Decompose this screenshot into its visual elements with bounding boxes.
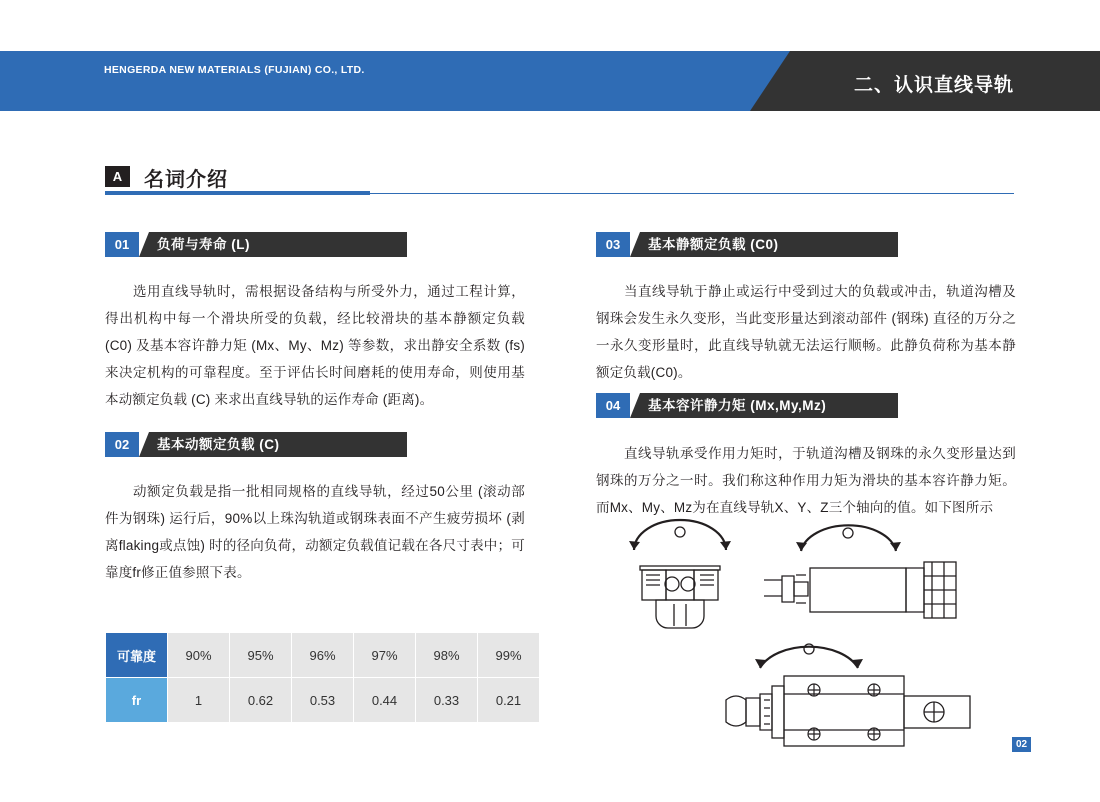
- table-cell: 96%: [292, 633, 354, 678]
- table-cell: 90%: [168, 633, 230, 678]
- heading-number-01: 01: [105, 232, 139, 257]
- heading-text-04: 基本容许静力矩 (Mx,My,Mz): [648, 398, 827, 413]
- page-number: 02: [1012, 737, 1031, 752]
- company-name: HENGERDA NEW MATERIALS (FUJIAN) CO., LTD.: [104, 64, 365, 76]
- heading-block-03: [596, 232, 898, 257]
- heading-text-03: 基本静额定负载 (C0): [648, 237, 779, 252]
- chapter-title: 二、认识直线导轨: [853, 75, 1014, 96]
- table-cell: 0.44: [354, 678, 416, 723]
- paragraph-04: 直线导轨承受作用力矩时，于轨道沟槽及钢珠的永久变形量达到钢珠的万分之一时。我们称这种作用力矩为滑块的基本容许静力矩。而Mx、My、Mz为在直线导轨X、Y、Z三个轴向的值。如下图所示: [596, 446, 1016, 515]
- paragraph-02: 动额定负载是指一批相同规格的直线导轨，经过50公里 (滚动部件为钢珠) 运行后，90%以上珠沟轨道或钢珠表面不产生疲劳损坏 (剥离flaking或点蚀) 时的径向负荷，动额定负载值记载在各尺寸表中；可靠度fr修正值参照下表。: [105, 484, 525, 580]
- table-cell: 0.53: [292, 678, 354, 723]
- section-title: 名词介绍: [144, 169, 228, 191]
- heading-text-02: 基本动额定负载 (C): [157, 437, 280, 452]
- section-rule-thin: [370, 193, 1014, 194]
- section-rule-thick: [105, 191, 370, 195]
- paragraph-01: 选用直线导轨时，需根据设备结构与所受外力，通过工程计算，得出机构中每一个滑块所受的负载，经比较滑块的基本静额定负载 (C0) 及基本容许静力矩 (Mx、My、Mz) 等参数，求出静安全系数 (fs) 来决定机构的可靠程度。至于评估长时间磨耗的使用寿命，则使用基本动额定负载 (C) 来求出直线导轨的运作寿命 (距离)。: [105, 284, 525, 407]
- table-cell: 99%: [478, 633, 540, 678]
- table-cell: 95%: [230, 633, 292, 678]
- table-cell: 可靠度: [106, 633, 168, 678]
- header-blue-band: [0, 51, 790, 111]
- table-row: [106, 633, 540, 678]
- table-cell: 97%: [354, 633, 416, 678]
- table-cell: 1: [168, 678, 230, 723]
- section-badge: A: [105, 166, 130, 187]
- heading-block-04: [596, 393, 898, 418]
- table-row: [106, 678, 540, 723]
- heading-block-02: [105, 432, 407, 457]
- table-cell: 98%: [416, 633, 478, 678]
- heading-number-04: 04: [596, 393, 630, 418]
- heading-number-02: 02: [105, 432, 139, 457]
- moment-diagram-svg: [596, 518, 1016, 753]
- table-cell: 0.21: [478, 678, 540, 723]
- reliability-table: [105, 632, 540, 723]
- table-cell: 0.33: [416, 678, 478, 723]
- heading-number-03: 03: [596, 232, 630, 257]
- table-cell: 0.62: [230, 678, 292, 723]
- table-cell: fr: [106, 678, 168, 723]
- linear-guide-figures: [596, 518, 1016, 753]
- heading-block-01: [105, 232, 407, 257]
- heading-text-01: 负荷与寿命 (L): [157, 237, 250, 252]
- paragraph-03: 当直线导轨于静止或运行中受到过大的负载或冲击，轨道沟槽及钢珠会发生永久变形，当此变形量达到滚动部件 (钢珠) 直径的万分之一永久变形量时，此直线导轨就无法运行顺畅。此静负荷称为基本静额定负载(C0)。: [596, 284, 1016, 380]
